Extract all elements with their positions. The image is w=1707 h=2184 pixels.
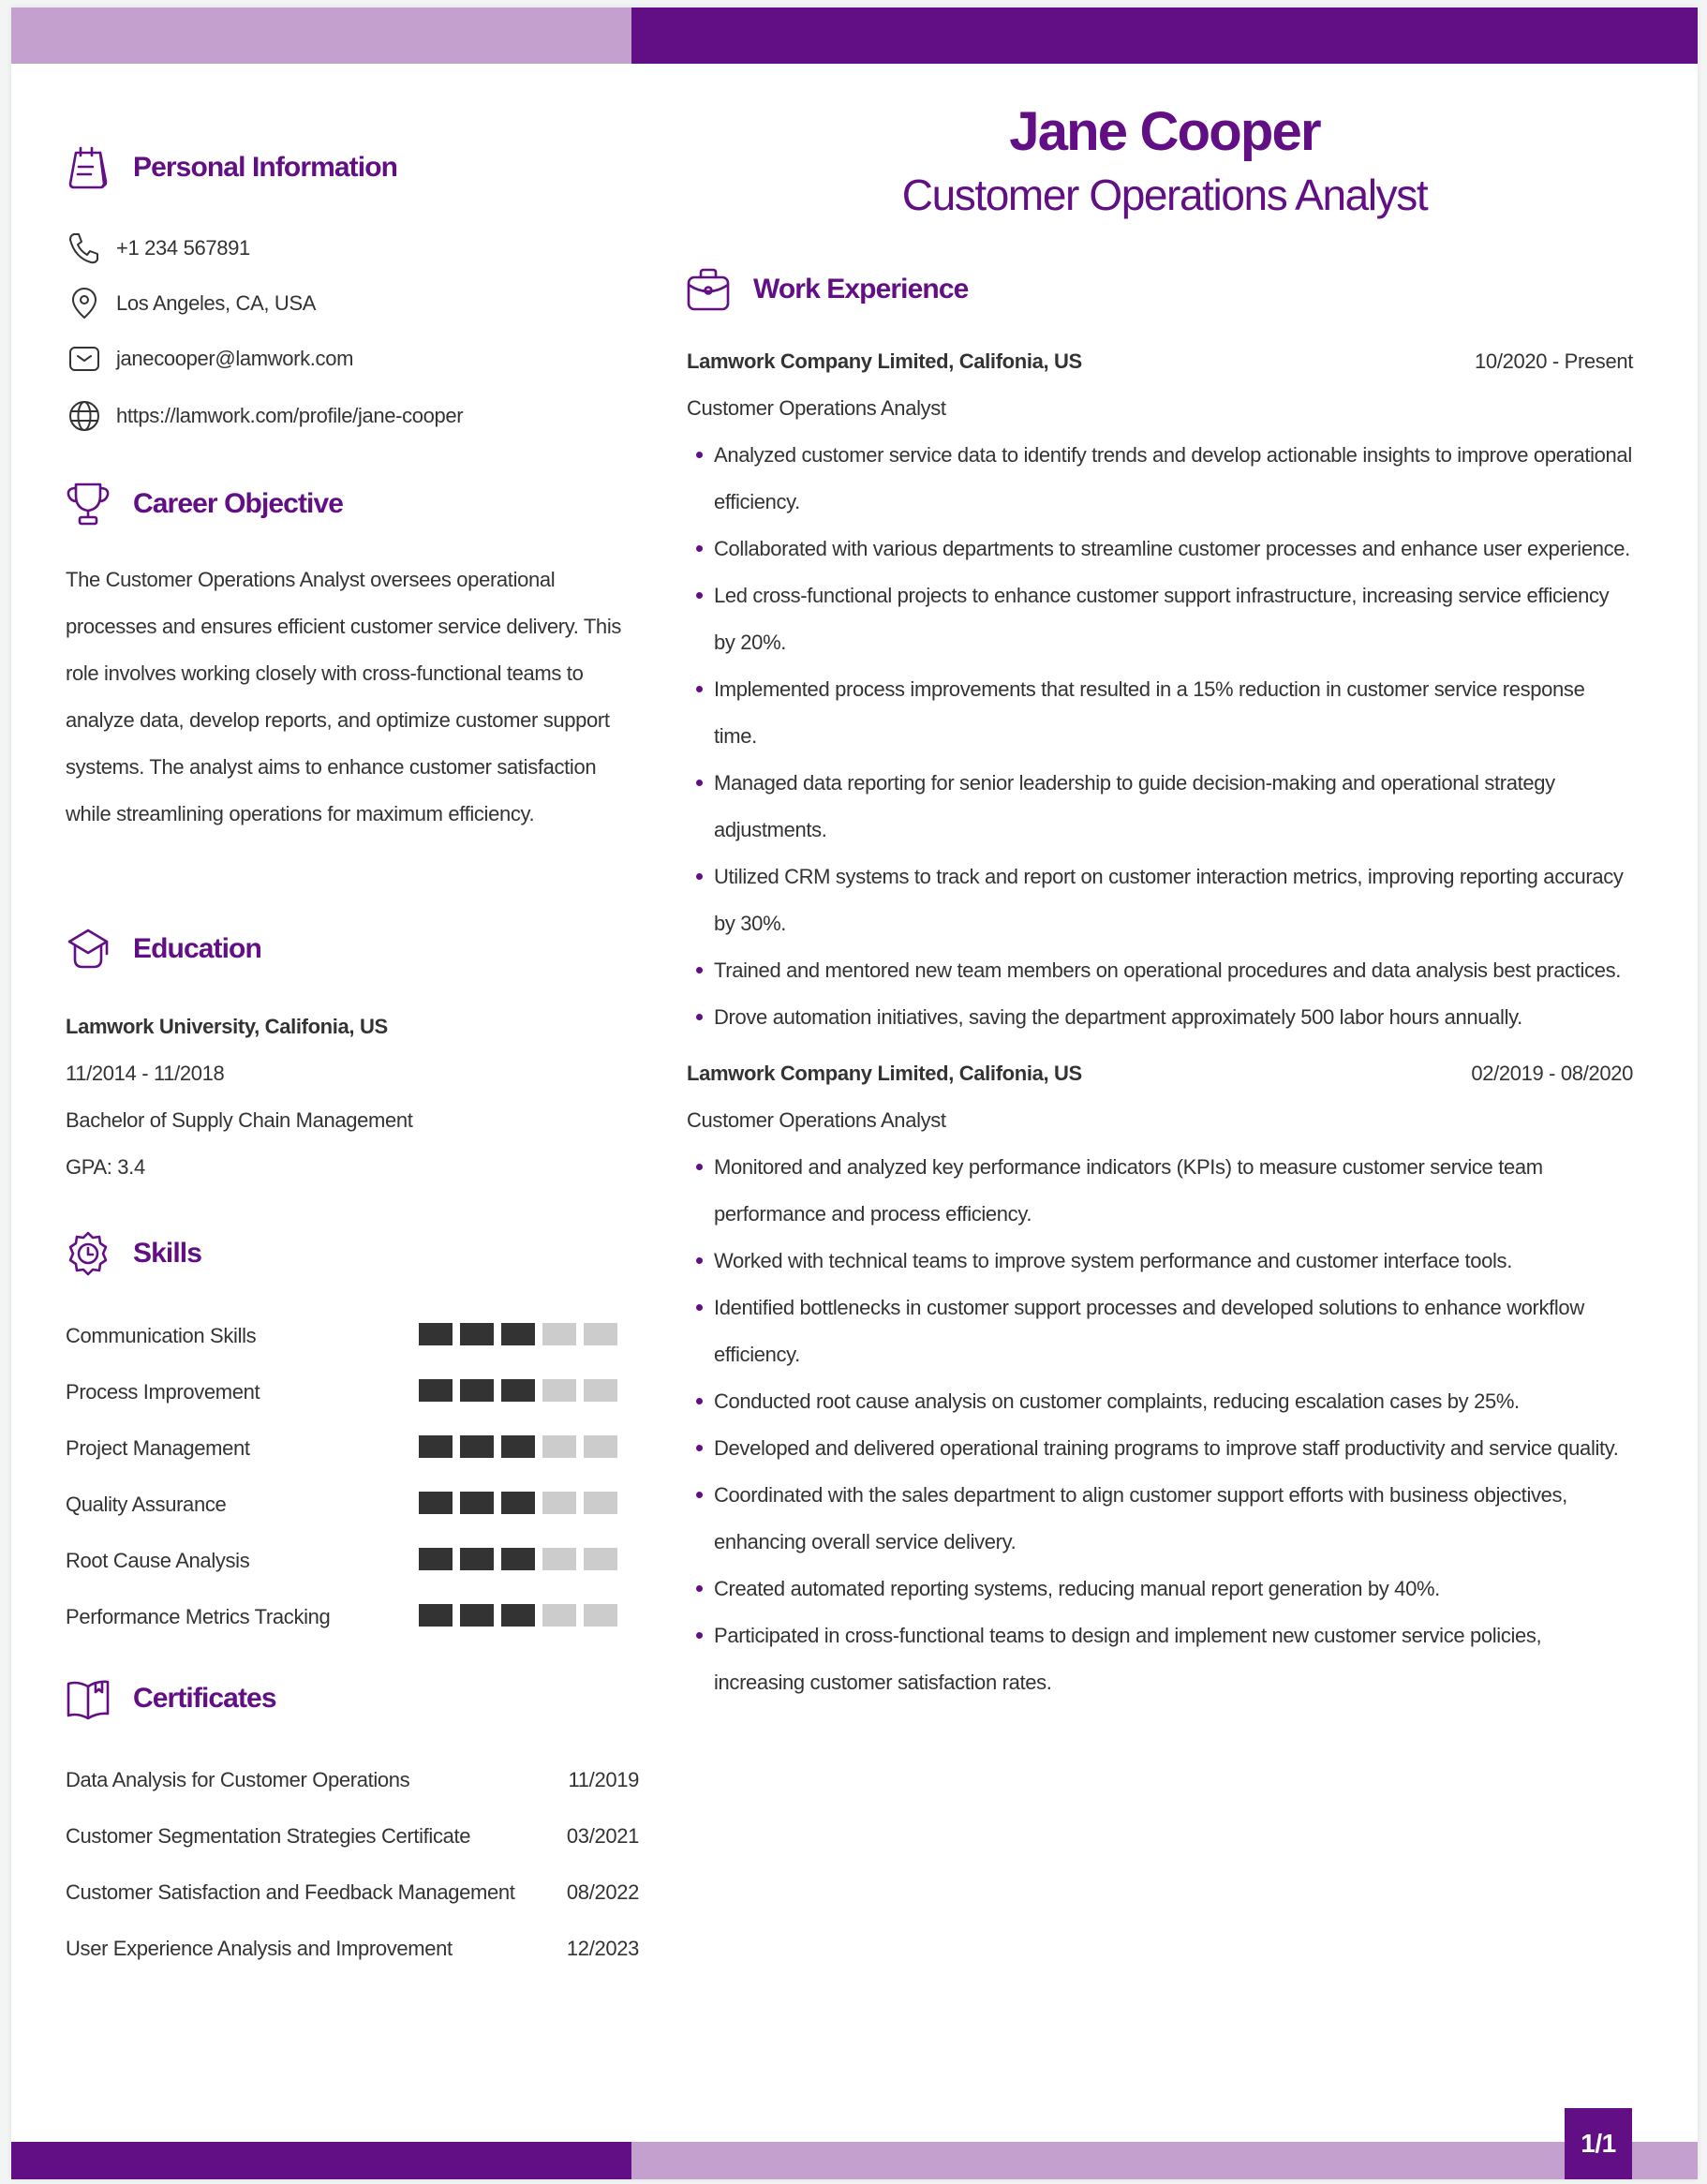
bullet-text: Collaborated with various departments to streamline customer processes and enhance user experience. [714,537,1630,560]
skill-row [66,1533,637,1589]
job-role: Customer Operations Analyst [687,1108,946,1132]
certificate-name: Customer Segmentation Strategies Certificate [66,1824,471,1848]
education-entry [66,1003,637,1191]
skill-row [66,1589,637,1645]
job-dates: 02/2019 - 08/2020 [1471,1062,1633,1085]
job-bullets [687,1144,1633,1706]
phone-icon [66,230,103,267]
bullet-text: Created automated reporting systems, reducing manual report generation by 40%. [714,1577,1440,1600]
certificate-date: 12/2023 [566,1937,639,1960]
certificate-row [66,1808,639,1865]
resume-page [11,7,1698,2179]
bullet-text: Managed data reporting for senior leadership to guide decision-making and operational strategy adjustments. [714,771,1555,841]
book-icon [64,1674,112,1723]
bullet-item [687,1425,1633,1472]
bullet-item [687,1612,1633,1706]
skill-name: Performance Metrics Tracking [66,1605,331,1628]
skill-row [66,1477,637,1533]
section-title: Work Experience [753,274,969,305]
contact-website [66,393,463,439]
job-header [687,1050,1633,1097]
bullet-text: Analyzed customer service data to identify trends and develop actionable insights to improve operational efficiency. [714,443,1632,513]
bullet-dot-icon [696,1398,703,1404]
job-entry [687,1050,1633,1706]
section-heading-personal-information [64,144,397,191]
bullet-dot-icon [696,1632,703,1639]
bullet-item [687,1566,1633,1612]
education-dates: 11/2014 - 11/2018 [66,1062,225,1085]
bullet-dot-icon [696,873,703,880]
skills-list [66,1308,637,1645]
section-title: Skills [133,1238,201,1269]
bullet-text: Participated in cross-functional teams to design and implement new customer service policies, increasing customer satisfaction rates. [714,1624,1542,1694]
bullet-dot-icon [696,1164,703,1170]
gear-clock-icon [64,1229,112,1278]
bullet-text: Conducted root cause analysis on customer complaints, reducing escalation cases by 25%. [714,1389,1520,1413]
candidate-name: Jane Cooper [1009,101,1320,162]
bullet-item [687,572,1633,666]
certificates-list [66,1752,639,1977]
bullet-text: Implemented process improvements that resulted in a 15% reduction in customer service response time. [714,677,1585,748]
skill-name: Quality Assurance [66,1493,227,1516]
bottom-bar-left [11,2142,631,2179]
trophy-icon [64,480,112,528]
job-role: Customer Operations Analyst [687,396,946,420]
section-title: Certificates [133,1683,276,1714]
career-objective-text: The Customer Operations Analyst oversees operational processes and ensures efficient customer service delivery. This role involves working closely with cross-functional teams to analyze data, develop reports, and optimize customer support systems. The analyst aims to enhance customer satisfaction while streamlining operations for maximum efficiency. [66,568,622,825]
bullet-dot-icon [696,1014,703,1020]
certificate-row [66,1921,639,1977]
email-link[interactable]: janecooper@lamwork.com [116,347,354,370]
bullet-item [687,1378,1633,1425]
certificate-name: Customer Satisfaction and Feedback Management [66,1880,515,1904]
education-gpa: GPA: 3.4 [66,1155,145,1179]
notepad-icon [64,143,112,192]
bullet-item [687,1285,1633,1378]
bullet-dot-icon [696,1492,703,1498]
certificate-row [66,1752,639,1808]
skill-level-3-of-5 [419,1435,617,1458]
contact-phone [66,225,250,272]
bullet-text: Identified bottlenecks in customer support processes and developed solutions to enhance workflow efficiency. [714,1296,1584,1366]
bullet-text: Drove automation initiatives, saving the department approximately 500 labor hours annually. [714,1005,1522,1029]
job-bullets [687,432,1633,1041]
bullet-item [687,526,1633,572]
bullet-dot-icon [696,452,703,458]
location-pin-icon [66,285,103,322]
job-header [687,338,1633,385]
education-degree: Bachelor of Supply Chain Management [66,1108,413,1132]
section-heading-work-experience [684,266,968,313]
mail-icon [66,340,103,378]
skill-row [66,1308,637,1364]
education-school: Lamwork University, Califonia, US [66,1015,388,1038]
page-indicator: 1/1 [1565,2108,1632,2179]
bullet-text: Coordinated with the sales department to align customer support efforts with business objectives, enhancing overall service delivery. [714,1483,1567,1553]
section-heading-education [64,926,261,973]
phone-value: +1 234 567891 [116,236,250,260]
candidate-title: Customer Operations Analyst [901,171,1428,219]
bullet-dot-icon [696,592,703,599]
skill-name: Project Management [66,1436,250,1460]
top-bar-left [11,7,631,64]
skill-name: Root Cause Analysis [66,1549,250,1572]
certificate-name: User Experience Analysis and Improvement [66,1937,453,1960]
skill-level-3-of-5 [419,1604,617,1627]
top-bar-right [631,7,1698,64]
certificate-name: Data Analysis for Customer Operations [66,1768,410,1791]
bullet-item [687,854,1633,947]
website-link[interactable]: https://lamwork.com/profile/jane-cooper [116,404,464,427]
job-dates: 10/2020 - Present [1475,349,1633,373]
bottom-bar-right [631,2142,1698,2179]
globe-icon [66,397,103,435]
section-heading-certificates [64,1675,276,1722]
contact-email [66,335,353,382]
section-title: Education [133,933,261,964]
certificate-row [66,1865,639,1921]
section-heading-skills [64,1230,201,1277]
certificate-date: 11/2019 [568,1768,639,1791]
bullet-text: Worked with technical teams to improve system performance and customer interface tools. [714,1249,1512,1272]
skill-name: Process Improvement [66,1380,260,1404]
bullet-item [687,760,1633,854]
bullet-item [687,994,1633,1041]
bullet-text: Trained and mentored new team members on operational procedures and data analysis best practices. [714,958,1622,982]
bullet-dot-icon [696,686,703,692]
bullet-item [687,947,1633,994]
skill-level-3-of-5 [419,1492,617,1514]
job-company: Lamwork Company Limited, Califonia, US [687,1062,1082,1085]
bullet-text: Utilized CRM systems to track and report on customer interaction metrics, improving reporting accuracy by 30%. [714,865,1624,935]
bullet-text: Developed and delivered operational training programs to improve staff productivity and service quality. [714,1436,1619,1460]
bullet-dot-icon [696,545,703,552]
work-experience-list [687,338,1633,1706]
certificate-date: 08/2022 [566,1880,639,1904]
briefcase-icon [684,265,733,314]
bullet-item [687,1238,1633,1285]
skill-row [66,1364,637,1420]
job-entry [687,338,1633,1041]
location-value: Los Angeles, CA, USA [116,291,317,315]
skill-name: Communication Skills [66,1324,257,1347]
certificate-date: 03/2021 [566,1824,639,1848]
bullet-item [687,1144,1633,1238]
skill-level-3-of-5 [419,1323,617,1345]
graduation-cap-icon [64,925,112,973]
section-heading-career-objective [64,481,343,527]
bullet-dot-icon [696,967,703,973]
bullet-item [687,666,1633,760]
bullet-dot-icon [696,780,703,786]
bullet-text: Led cross-functional projects to enhance customer support infrastructure, increasing service efficiency by 20%. [714,584,1610,654]
skill-level-3-of-5 [419,1379,617,1402]
bullet-item [687,1472,1633,1566]
bullet-item [687,432,1633,526]
bullet-dot-icon [696,1445,703,1451]
bullet-dot-icon [696,1257,703,1264]
skill-level-3-of-5 [419,1548,617,1570]
section-title: Career Objective [133,488,344,519]
section-title: Personal Information [133,152,398,183]
skill-row [66,1420,637,1477]
bullet-dot-icon [696,1585,703,1592]
bullet-text: Monitored and analyzed key performance indicators (KPIs) to measure customer service team performance and process efficiency. [714,1155,1543,1226]
bullet-dot-icon [696,1304,703,1311]
job-company: Lamwork Company Limited, Califonia, US [687,349,1082,373]
contact-location [66,280,316,327]
